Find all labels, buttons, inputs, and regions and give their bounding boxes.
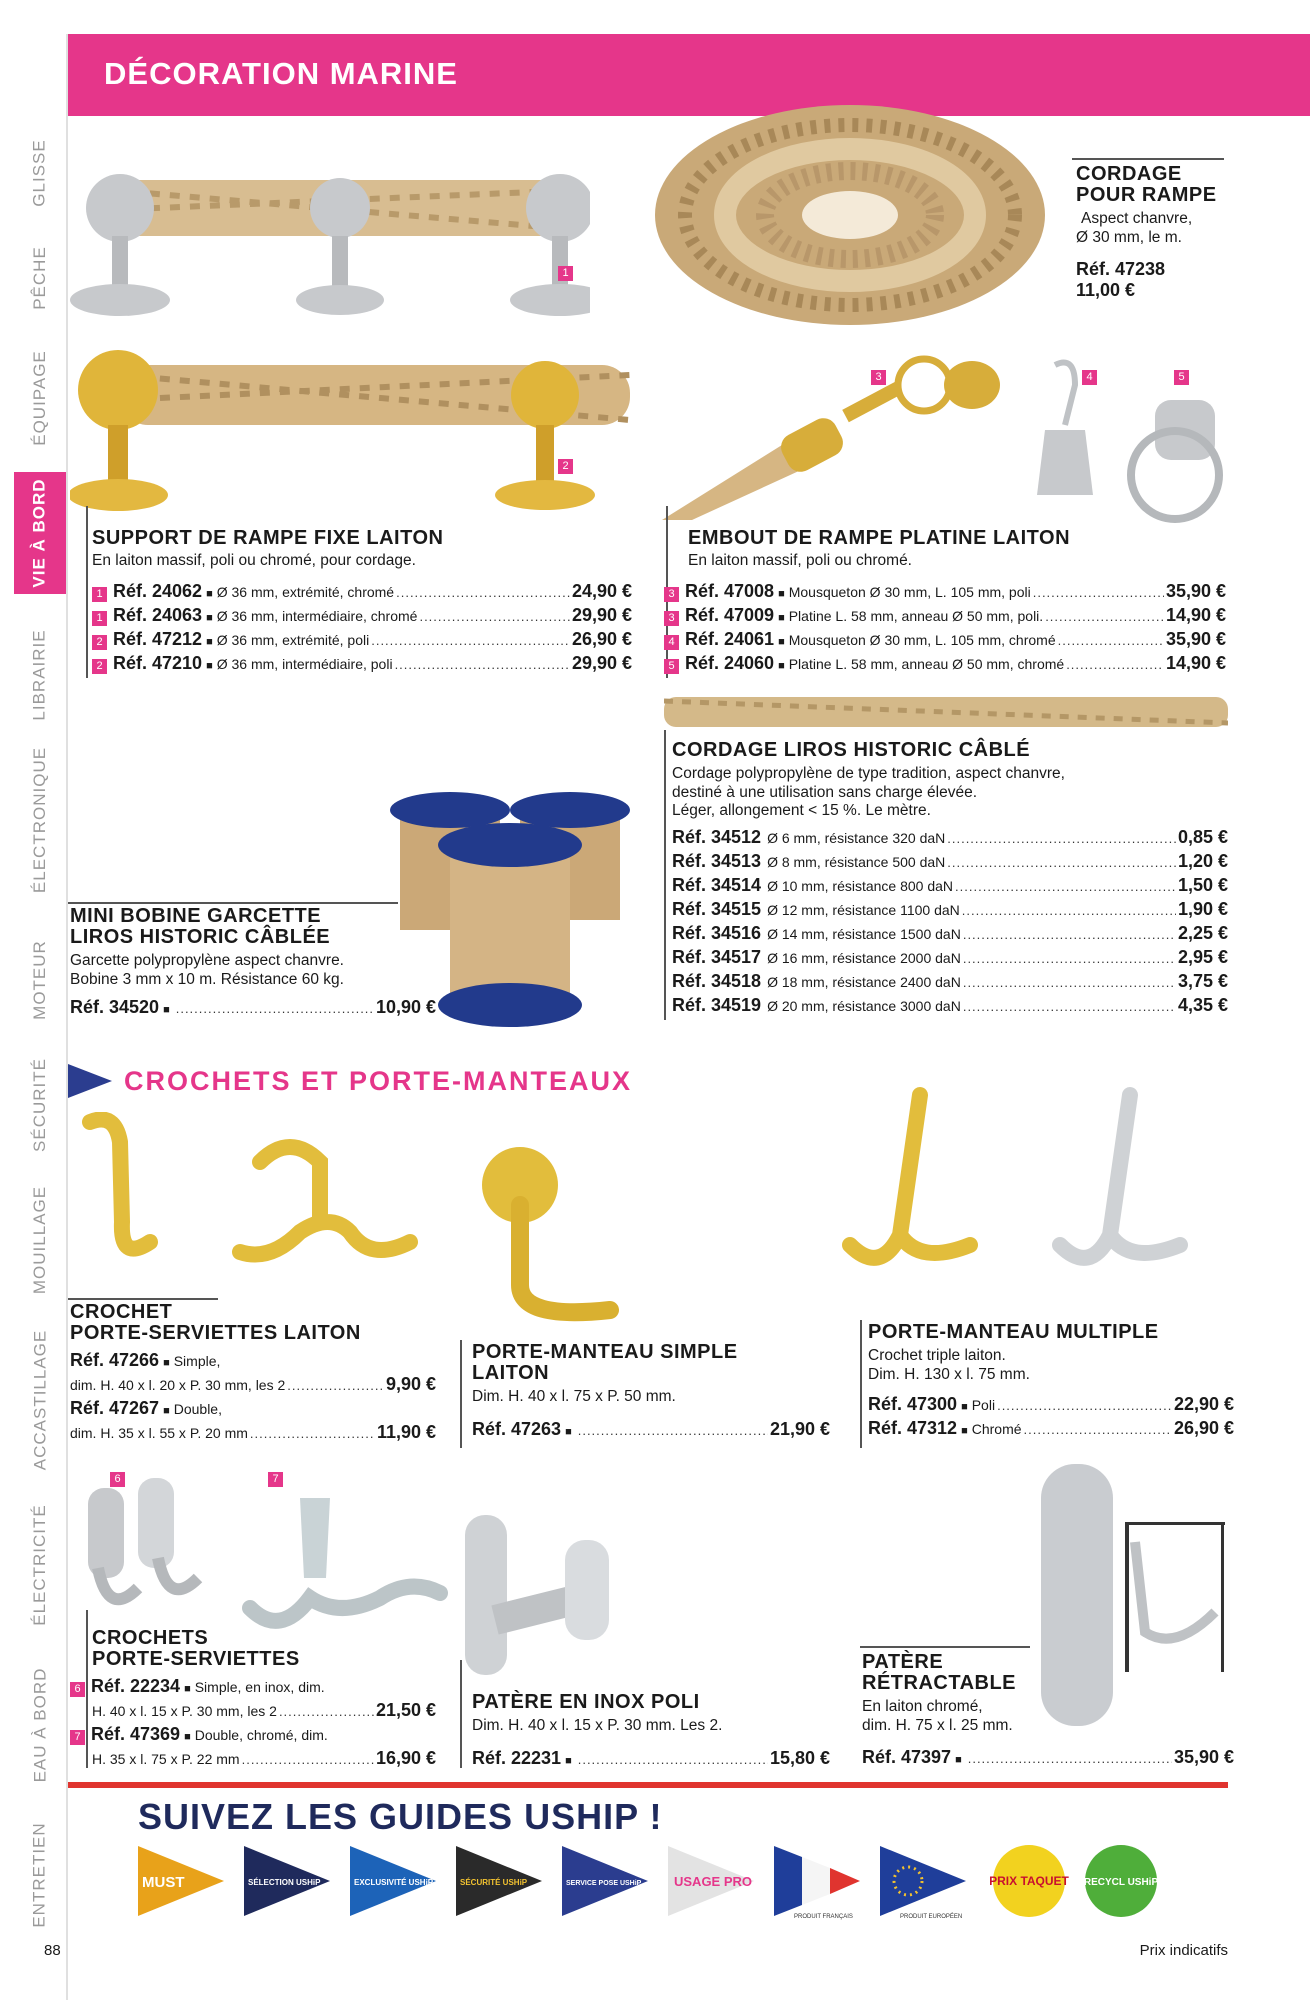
product-detail: dim. H. 40 x l. 20 x P. 30 mm, les 2 — [70, 1377, 286, 1393]
rope-strip-image — [664, 695, 1228, 729]
product-detail: Ø 36 mm, intermédiaire, poli — [216, 655, 393, 672]
price-row — [672, 875, 1228, 899]
price-list — [672, 827, 1228, 1019]
cordage-rampe-block — [1076, 164, 1217, 301]
sidebar-tab-glisse[interactable] — [14, 118, 66, 228]
product-price: 1,50 € — [1177, 874, 1228, 895]
product-ref: Réf. 47397 — [862, 1747, 952, 1768]
price-list — [92, 581, 632, 677]
produit-francais-badge-icon — [774, 1842, 860, 1920]
product-title: PATÈRE EN INOX POLI — [472, 1691, 700, 1713]
product-detail: Double, — [173, 1401, 222, 1417]
product-price: 0,85 € — [1177, 826, 1228, 847]
product-ref: Réf. 34515 — [672, 898, 762, 919]
support-rule — [86, 506, 88, 678]
product-detail: dim. H. 35 x l. 55 x P. 20 mm — [70, 1425, 248, 1441]
price-row — [862, 1747, 1234, 1771]
badge-label: SÉCURITÉ USHiP — [460, 1878, 528, 1887]
product-ref: Réf. 47312 — [868, 1418, 958, 1439]
leader-dots — [963, 999, 1176, 1014]
badge-number: 3 — [664, 611, 679, 626]
price-row — [672, 899, 1228, 923]
price-row — [672, 827, 1228, 851]
product-ref: Réf. 34514 — [672, 874, 762, 895]
product-desc: dim. H. 75 x l. 25 mm. — [862, 1716, 1013, 1734]
product-detail: Ø 14 mm, résistance 1500 daN — [767, 925, 961, 942]
product-detail: Ø 6 mm, résistance 320 daN — [767, 829, 946, 846]
leader-dots — [962, 903, 1176, 918]
product-ref: Réf. 34520 — [70, 997, 160, 1018]
product-price: 14,90 € — [1165, 604, 1226, 625]
bullet-square: ■ — [206, 659, 213, 672]
product-detail: Mousqueton Ø 30 mm, L. 105 mm, chromé — [788, 631, 1056, 648]
badge-number: 1 — [92, 611, 107, 626]
product-ref: Réf. 47369 — [91, 1724, 181, 1744]
product-detail: Ø 8 mm, résistance 500 daN — [767, 853, 946, 870]
product-desc: En laiton chromé, — [862, 1698, 983, 1715]
price-row — [70, 1724, 436, 1748]
pm-simple-block — [472, 1342, 830, 1443]
sidebar-divider — [66, 34, 68, 2000]
leader-dots — [963, 951, 1176, 966]
badge-label: SÉLECTION USHiP — [248, 1878, 321, 1887]
product-title: CROCHET — [70, 1301, 173, 1323]
product-title: MINI BOBINE GARCETTE — [70, 905, 322, 927]
product-ref: Réf. 34517 — [672, 946, 762, 967]
triangle-arrow-icon — [68, 1064, 112, 1098]
leader-dots — [279, 1704, 374, 1719]
product-detail: Ø 20 mm, résistance 3000 daN — [767, 997, 961, 1014]
badge-label: PRIX TAQUET — [990, 1874, 1069, 1888]
product-title: CROCHETS — [92, 1627, 209, 1649]
product-detail: Ø 36 mm, intermédiaire, chromé — [216, 607, 418, 624]
bullet-square: ■ — [163, 1405, 170, 1417]
bullet-square: ■ — [163, 1357, 170, 1369]
chrome-ring-plate-image — [1120, 395, 1230, 525]
usage-pro-badge-icon — [668, 1842, 754, 1920]
sidebar-tab-equipage[interactable] — [14, 338, 66, 458]
support-block — [92, 528, 632, 677]
product-ref: Réf. 47238 — [1076, 259, 1166, 280]
sidebar-tab-eau-a-bord[interactable] — [14, 1660, 66, 1790]
patere-inox-block — [472, 1692, 830, 1772]
badge-label: SERVICE POSE USHiP — [566, 1880, 642, 1887]
section-title: CROCHETS ET PORTE-MANTEAUX — [124, 1066, 633, 1096]
bullet-square: ■ — [184, 1683, 191, 1695]
price-row — [70, 997, 436, 1021]
recycl-badge-icon — [1082, 1842, 1168, 1920]
brass-coat-hook-image — [460, 1145, 640, 1335]
product-desc: Dim. H. 130 x l. 75 mm. — [868, 1365, 1030, 1383]
selection-badge-icon — [244, 1842, 330, 1920]
sidebar-label: SÉCURITÉ — [30, 1058, 49, 1152]
leader-dots — [1024, 1422, 1172, 1437]
product-title: PORTE-SERVIETTES LAITON — [70, 1322, 361, 1344]
liros-rule — [664, 730, 666, 1020]
price-row — [472, 1748, 830, 1772]
leader-dots — [578, 1423, 768, 1438]
price-row — [92, 629, 632, 653]
product-desc: Aspect chanvre, — [1081, 210, 1193, 227]
mini-bobine-rule — [68, 902, 398, 904]
badge-number: 1 — [92, 587, 107, 602]
product-ref: Réf. 22234 — [91, 1676, 181, 1696]
pm-simple-rule — [460, 1340, 462, 1448]
price-row — [672, 923, 1228, 947]
pm-multiple-rule — [860, 1320, 862, 1448]
product-ref: Réf. 34518 — [672, 970, 762, 991]
product-title: CORDAGE — [1076, 163, 1182, 185]
badge-number: 2 — [92, 659, 107, 674]
product-ref: Réf. 47009 — [685, 604, 775, 625]
bullet-square: ■ — [565, 1425, 572, 1438]
bullet-square: ■ — [778, 659, 785, 672]
sidebar-label: LIBRAIRIE — [30, 629, 50, 721]
bullet-square: ■ — [565, 1754, 572, 1767]
chrome-hooks-image — [78, 1468, 218, 1618]
product-desc: Garcette polypropylène aspect chanvre. — [70, 952, 344, 969]
price-row — [672, 851, 1228, 875]
bullet-square: ■ — [206, 587, 213, 600]
leader-dots — [1033, 585, 1164, 600]
crochet-laiton-block — [70, 1302, 436, 1446]
page-title: DÉCORATION MARINE — [104, 56, 458, 91]
product-title: PORTE-MANTEAU SIMPLE — [472, 1341, 738, 1363]
badge-number: 4 — [664, 635, 679, 650]
sidebar-label: VIE À BORD — [30, 478, 49, 588]
product-desc: Crochet triple laiton. — [868, 1347, 1006, 1364]
badge-number: 5 — [1174, 370, 1189, 385]
leader-dots — [947, 831, 1176, 846]
price-row — [664, 581, 1226, 605]
sidebar-tab-securite[interactable] — [14, 1050, 66, 1160]
price-row — [70, 1350, 436, 1374]
product-price: 9,90 € — [385, 1374, 436, 1394]
product-title: LAITON — [472, 1362, 550, 1384]
chrome-rail-image — [70, 150, 590, 330]
product-detail: H. 35 x l. 75 x P. 22 mm — [92, 1751, 240, 1767]
leader-dots — [419, 609, 569, 624]
product-price: 29,90 € — [571, 604, 632, 625]
product-detail: Chromé — [971, 1421, 1022, 1438]
sidebar-label: ÉLECTRICITÉ — [30, 1504, 49, 1626]
price-row — [664, 653, 1226, 677]
leader-dots — [287, 1378, 384, 1393]
bullet-square: ■ — [961, 1425, 968, 1438]
product-price: 26,90 € — [1173, 1418, 1234, 1439]
badge-number: 7 — [70, 1730, 85, 1745]
leader-dots — [1058, 633, 1164, 648]
leader-dots — [176, 1001, 374, 1016]
product-ref: Réf. 22231 — [472, 1747, 562, 1768]
product-detail: Simple, en inox, dim. — [194, 1679, 325, 1695]
product-ref: Réf. 47008 — [685, 580, 775, 601]
leader-dots — [963, 927, 1176, 942]
product-ref: Réf. 47263 — [472, 1418, 562, 1439]
product-price: 4,35 € — [1177, 994, 1228, 1015]
sidebar-tab-entretien[interactable] — [14, 1820, 66, 1930]
badge-label: USAGE PRO — [674, 1874, 753, 1889]
product-title: PATÈRE — [862, 1651, 944, 1673]
leader-dots — [955, 879, 1176, 894]
product-detail: Ø 18 mm, résistance 2400 daN — [767, 973, 961, 990]
leader-dots — [997, 1398, 1172, 1413]
product-price: 1,20 € — [1177, 850, 1228, 871]
leader-dots — [250, 1426, 375, 1441]
product-price: 1,90 € — [1177, 898, 1228, 919]
product-desc: Dim. H. 40 x l. 75 x P. 50 mm. — [472, 1388, 676, 1405]
product-price: 22,90 € — [1173, 1394, 1234, 1415]
leader-dots — [968, 1751, 1172, 1766]
badge-number: 1 — [558, 266, 573, 281]
price-row — [92, 653, 632, 677]
patere-retract-rule — [860, 1646, 1030, 1648]
badge-number: 7 — [268, 1472, 283, 1487]
product-desc: En laiton massif, poli ou chromé, pour cordage. — [92, 552, 416, 569]
sidebar-tab-electronique[interactable] — [14, 740, 66, 900]
sidebar-tab-vie-a-bord[interactable] — [14, 472, 66, 594]
price-row — [672, 971, 1228, 995]
product-detail: Ø 10 mm, résistance 800 daN — [767, 877, 954, 894]
badge-label: EXCLUSIVITÉ USHiP — [354, 1878, 434, 1887]
footer-title: SUIVEZ LES GUIDES USHIP ! — [138, 1796, 663, 1837]
crochets-ps-block — [70, 1628, 436, 1772]
sidebar-label: ÉLECTRONIQUE — [30, 746, 50, 894]
price-row — [70, 1676, 436, 1700]
product-ref: Réf. 47212 — [113, 628, 203, 649]
bullet-square: ■ — [778, 611, 785, 624]
service-pose-badge-icon — [562, 1842, 648, 1920]
product-title: RÉTRACTABLE — [862, 1672, 1017, 1694]
price-row — [70, 1422, 436, 1446]
price-row — [664, 605, 1226, 629]
sidebar-label: ÉQUIPAGE — [30, 350, 50, 446]
product-detail: Platine L. 58 mm, anneau Ø 50 mm, chromé — [788, 655, 1065, 672]
sidebar-label: PÊCHE — [30, 246, 50, 310]
bullet-square: ■ — [778, 635, 785, 648]
bullet-square: ■ — [778, 587, 785, 600]
badge-number: 6 — [70, 1682, 85, 1697]
triple-hooks-image — [820, 1075, 1240, 1325]
must-badge-icon — [138, 1842, 224, 1920]
price-row — [92, 581, 632, 605]
product-detail: Mousqueton Ø 30 mm, L. 105 mm, poli — [788, 583, 1031, 600]
bullet-square: ■ — [955, 1754, 962, 1767]
product-detail: Double, chromé, dim. — [194, 1727, 328, 1743]
product-ref: Réf. 34516 — [672, 922, 762, 943]
product-ref: Réf. 24062 — [113, 580, 203, 601]
produit-europeen-badge-icon — [880, 1842, 966, 1920]
product-detail: Ø 36 mm, extrémité, poli — [216, 631, 370, 648]
price-row — [664, 629, 1226, 653]
product-price: 2,95 € — [1177, 946, 1228, 967]
price-row — [868, 1418, 1234, 1442]
product-desc: Léger, allongement < 15 %. Le mètre. — [672, 802, 931, 820]
product-detail: H. 40 x l. 15 x P. 30 mm, les 2 — [92, 1703, 277, 1719]
sidebar-label: ENTRETIEN — [30, 1822, 49, 1928]
badge-label: PRODUIT EUROPÉEN — [900, 1914, 963, 1920]
leader-dots — [947, 855, 1176, 870]
badge-label: RECYCL USHiP — [1083, 1877, 1159, 1888]
price-row — [70, 1700, 436, 1724]
badge-number: 5 — [664, 659, 679, 674]
product-price: 24,90 € — [571, 580, 632, 601]
price-row — [92, 605, 632, 629]
leader-dots — [396, 585, 570, 600]
product-price: 10,90 € — [375, 997, 436, 1018]
sidebar-label: ACCASTILLAGE — [30, 1329, 49, 1471]
product-ref: Réf. 47300 — [868, 1394, 958, 1415]
product-price: 16,90 € — [375, 1748, 436, 1768]
page-number: 88 — [44, 1942, 61, 1959]
patere-retract-block — [862, 1652, 1234, 1771]
sidebar-tab-librairie[interactable] — [14, 620, 66, 730]
product-price: 35,90 € — [1165, 628, 1226, 649]
badge-number: 3 — [871, 370, 886, 385]
product-title: PORTE-SERVIETTES — [92, 1648, 300, 1670]
leader-dots — [395, 657, 570, 672]
price-list — [664, 581, 1226, 677]
rope-end-image — [662, 355, 1032, 520]
product-ref: Réf. 34513 — [672, 850, 762, 871]
badge-number: 4 — [1082, 370, 1097, 385]
product-price: 35,90 € — [1173, 1747, 1234, 1768]
product-detail: Platine L. 58 mm, anneau Ø 50 mm, poli. — [788, 607, 1044, 624]
footer-note: Prix indicatifs — [1139, 1942, 1228, 1959]
sidebar-label: MOTEUR — [30, 940, 50, 1020]
sidebar-tab-accastillage[interactable] — [14, 1320, 66, 1480]
product-title: EMBOUT DE RAMPE PLATINE LAITON — [688, 527, 1071, 549]
badge-number: 2 — [558, 459, 573, 474]
brass-rail-image — [70, 345, 640, 520]
leader-dots — [963, 975, 1176, 990]
price-row — [70, 1748, 436, 1772]
bullet-square: ■ — [163, 1004, 170, 1017]
leader-dots — [1066, 657, 1164, 672]
product-title: POUR RAMPE — [1076, 184, 1217, 206]
bullet-square: ■ — [961, 1401, 968, 1414]
badge-label: MUST — [142, 1874, 185, 1891]
product-desc: destiné à une utilisation sans charge élevée. — [672, 783, 978, 801]
product-price: 35,90 € — [1165, 580, 1226, 601]
crochet-laiton-rule — [68, 1298, 218, 1300]
price-row — [672, 995, 1228, 1019]
product-desc: Bobine 3 mm x 10 m. Résistance 60 kg. — [70, 970, 344, 988]
pm-multiple-block — [868, 1322, 1234, 1442]
sidebar-label: MOUILLAGE — [30, 1185, 50, 1295]
product-price: 15,80 € — [769, 1747, 830, 1768]
price-row — [70, 1374, 436, 1398]
product-ref: Réf. 34512 — [672, 826, 762, 847]
badge-label: PRODUIT FRANÇAIS — [794, 1914, 853, 1920]
securite-badge-icon — [456, 1842, 542, 1920]
sidebar-tab-mouillage[interactable] — [14, 1180, 66, 1300]
prix-taquet-badge-icon — [990, 1842, 1076, 1920]
bullet-square: ■ — [184, 1731, 191, 1743]
mini-bobine-block — [70, 906, 440, 1021]
product-ref: Réf. 47210 — [113, 652, 203, 673]
brass-hooks-image — [70, 1112, 430, 1272]
product-title: LIROS HISTORIC CÂBLÉE — [70, 926, 331, 948]
product-detail: Ø 12 mm, résistance 1100 daN — [767, 901, 960, 918]
product-price: 21,50 € — [375, 1700, 436, 1720]
bullet-square: ■ — [206, 635, 213, 648]
product-ref: Réf. 47266 — [70, 1350, 160, 1370]
product-price: 26,90 € — [571, 628, 632, 649]
leader-dots — [578, 1752, 768, 1767]
product-detail: Ø 36 mm, extrémité, chromé — [216, 583, 395, 600]
product-detail: Simple, — [173, 1353, 221, 1369]
badge-number: 6 — [110, 1472, 125, 1487]
price-row — [70, 1398, 436, 1422]
rope-coil-image — [650, 90, 1070, 330]
product-price: 11,90 € — [376, 1422, 436, 1442]
product-ref: Réf. 47267 — [70, 1398, 160, 1418]
patere-inox-rule — [460, 1660, 462, 1768]
bullet-square: ■ — [206, 611, 213, 624]
product-desc: Dim. H. 40 x l. 15 x P. 30 mm. Les 2. — [472, 1717, 723, 1734]
sidebar-label: GLISSE — [30, 139, 50, 207]
inox-patere-image — [455, 1510, 625, 1680]
leader-dots — [242, 1752, 374, 1767]
chrome-double-hook-image — [230, 1488, 450, 1638]
sidebar-tab-moteur[interactable] — [14, 930, 66, 1030]
price-row — [672, 947, 1228, 971]
liros-block — [672, 740, 1228, 1019]
footer-rule — [68, 1782, 1228, 1788]
product-price: 21,90 € — [769, 1418, 830, 1439]
cordage-rampe-rule — [1072, 158, 1224, 160]
embout-block — [664, 528, 1226, 677]
leader-dots — [371, 633, 570, 648]
badge-number: 3 — [664, 587, 679, 602]
product-price: 14,90 € — [1165, 652, 1226, 673]
leader-dots — [1045, 609, 1164, 624]
product-price: 29,90 € — [571, 652, 632, 673]
sidebar-tab-peche[interactable] — [14, 228, 66, 328]
product-ref: Réf. 24063 — [113, 604, 203, 625]
product-price: 11,00 € — [1076, 280, 1136, 301]
product-ref: Réf. 24060 — [685, 652, 775, 673]
product-title: CORDAGE LIROS HISTORIC CÂBLÉ — [672, 739, 1031, 761]
sidebar-label: EAU À BORD — [30, 1667, 50, 1783]
product-desc: Ø 30 mm, le m. — [1076, 228, 1182, 246]
product-price: 2,25 € — [1177, 922, 1228, 943]
product-price: 3,75 € — [1177, 970, 1228, 991]
product-ref: Réf. 24061 — [685, 628, 775, 649]
exclusivite-badge-icon — [350, 1842, 436, 1920]
sidebar-tab-electricite[interactable] — [14, 1500, 66, 1630]
badge-number: 2 — [92, 635, 107, 650]
price-row — [472, 1419, 830, 1443]
product-title: PORTE-MANTEAU MULTIPLE — [868, 1321, 1159, 1343]
product-ref: Réf. 34519 — [672, 994, 762, 1015]
price-row — [868, 1394, 1234, 1418]
product-title: SUPPORT DE RAMPE FIXE LAITON — [92, 527, 444, 549]
product-detail: Poli — [971, 1397, 996, 1414]
product-detail: Ø 16 mm, résistance 2000 daN — [767, 949, 961, 966]
product-desc: En laiton massif, poli ou chromé. — [688, 552, 912, 569]
product-desc: Cordage polypropylène de type tradition, aspect chanvre, — [672, 765, 1065, 782]
